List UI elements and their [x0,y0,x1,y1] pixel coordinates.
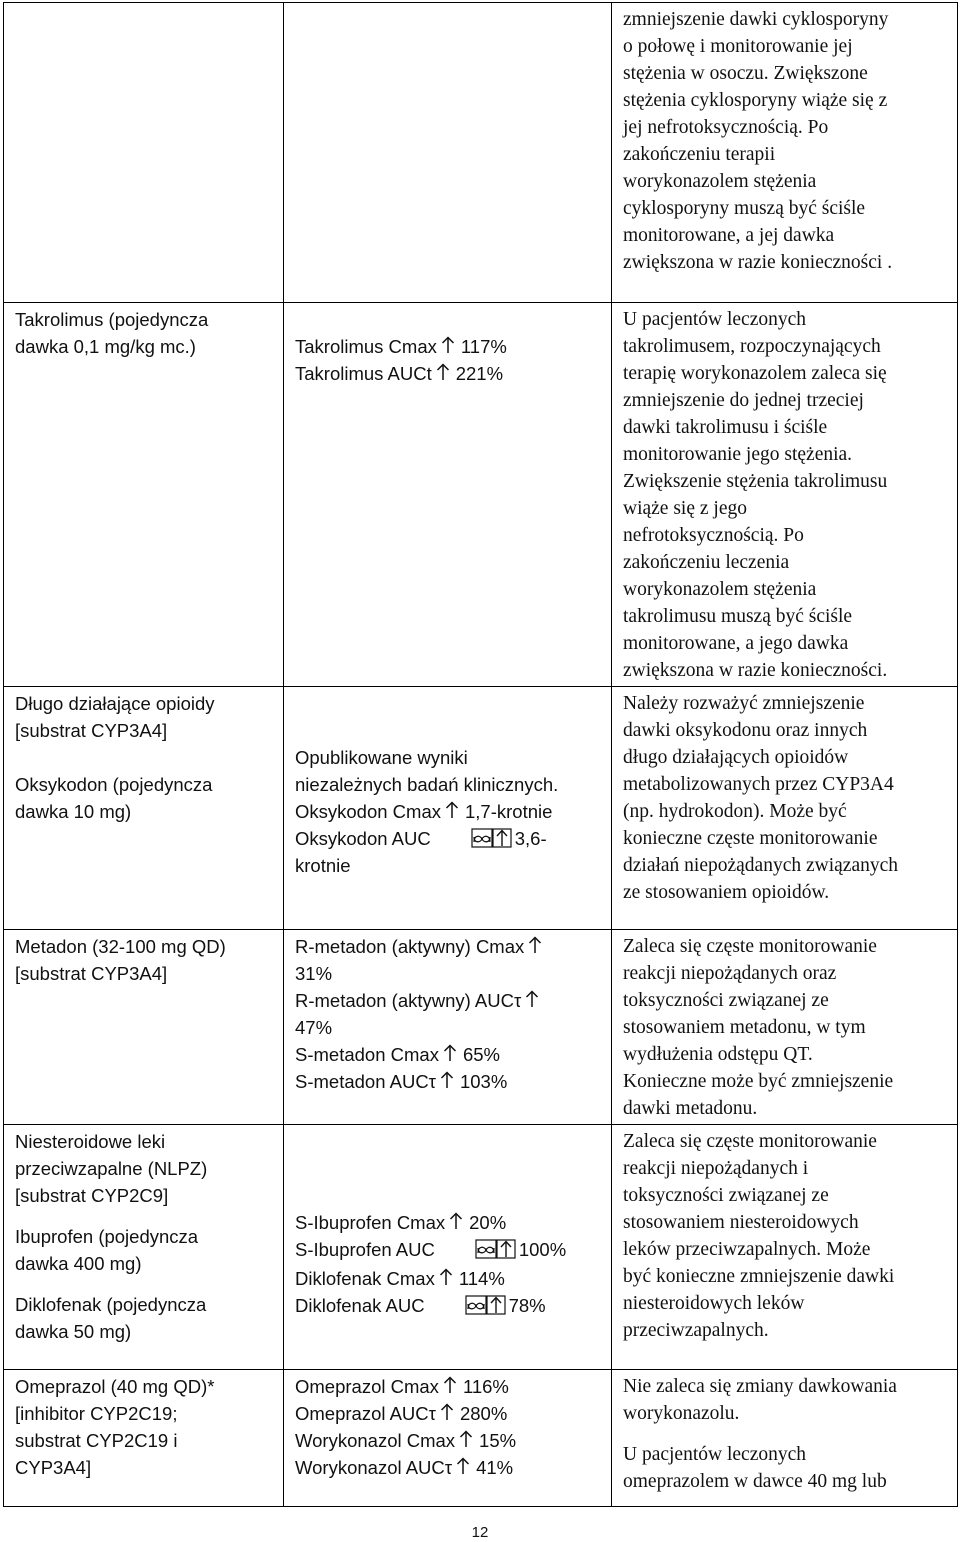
drug-cell [4,687,284,930]
text-line: Długo działające opioidy [15,693,215,714]
effect-line [295,1265,601,1292]
text-line: Omeprazol (40 mg QD)* [15,1376,215,1397]
text-line: metabolizowanych przez CYP3A4 [623,774,894,795]
effect-value: 20% [469,1212,507,1233]
recommendation-cell [612,930,958,1125]
recommendation-cell [612,3,958,303]
up-arrow-icon [445,801,459,819]
text-line: dawki metadonu. [623,1098,758,1119]
effect-line [295,1041,601,1068]
text-line: zakończeniu leczenia [623,552,790,573]
effect-line [295,987,601,1014]
text-line: takrolimusem, rozpoczynających [623,336,881,357]
table-row [4,1125,958,1370]
recommendation-cell [612,1125,958,1370]
effect-value: 65% [462,1044,500,1065]
text-line: Konieczne może być zmniejszenie [623,1071,894,1092]
effect-label: Takrolimus Cmax [295,336,437,357]
drug-cell [4,930,284,1125]
page-number: 12 [471,1524,489,1541]
text-line: monitorowane, a jej dawka [623,225,835,246]
text-line: U pacjentów leczonych [623,309,807,330]
text-line: worykonazolem stężenia [623,171,817,192]
text-line: leków przeciwzapalnych. Może [623,1239,871,1260]
up-arrow-icon [456,1457,470,1475]
effect-label: Diklofenak AUC [295,1295,425,1316]
text-line: CYP3A4] [15,1457,92,1478]
text-line: Takrolimus (pojedyncza [15,309,209,330]
text-line: niesteroidowych leków [623,1293,805,1314]
up-arrow-icon [440,1403,454,1421]
effect-label: R-metadon (aktywny) AUCτ [295,990,522,1011]
effect-line [295,825,601,852]
effect-cell [284,303,612,687]
infinity-up-glyph-icon [471,826,513,848]
up-arrow-icon [449,1212,463,1230]
infinity-up-glyph-icon [475,1237,517,1259]
text-line: reakcji niepożądanych i [623,1158,809,1179]
text-line: reakcji niepożądanych oraz [623,963,837,984]
text-line: konieczne częste monitorowanie [623,828,878,849]
text-line: toksyczności związanej ze [623,1185,829,1206]
text-line: stosowaniem niesteroidowych [623,1212,859,1233]
text-line: dawka 50 mg) [15,1321,132,1342]
effect-label: Takrolimus AUCt [295,363,432,384]
effect-label: Diklofenak Cmax [295,1268,435,1289]
text-line: monitorowanie jego stężenia. [623,444,853,465]
effect-value: 116% [462,1376,509,1397]
up-arrow-icon [440,1071,454,1089]
text-line: działań niepożądanych związanych [623,855,899,876]
text-line: dawki oksykodonu oraz innych [623,720,868,741]
table-row [4,303,958,687]
table-row [4,1370,958,1507]
text-line: zmniejszenie dawki cyklosporyny [623,9,889,30]
text-line: dawka 0,1 mg/kg mc.) [15,336,196,357]
text-line: omeprazolem w dawce 40 mg lub [623,1471,887,1492]
text-line: [substrat CYP2C9] [15,1185,169,1206]
text-line: zwiększona w razie konieczności. [623,660,888,681]
text-line: wydłużenia odstępu QT. [623,1044,813,1065]
text-line: Ibuprofen (pojedyncza [15,1226,199,1247]
recommendation-cell [612,1370,958,1507]
text-line: toksyczności związanej ze [623,990,829,1011]
effect-cell [284,3,612,303]
text-line: zmniejszenie do jednej trzeciej [623,390,864,411]
effect-cell [284,687,612,930]
table-row [4,930,958,1125]
text-line: Niesteroidowe leki [15,1131,166,1152]
interaction-table [3,2,958,1507]
text-line: ze stosowaniem opioidów. [623,882,830,903]
effect-value: 221% [455,363,504,384]
effect-line [295,1427,601,1454]
text-line: stosowaniem metadonu, w tym [623,1017,866,1038]
effect-label: R-metadon (aktywny) Cmax [295,936,525,957]
text-line: takrolimusu muszą być ściśle [623,606,853,627]
up-arrow-icon [443,1376,457,1394]
drug-cell [4,303,284,687]
effect-line [295,333,601,360]
text-line: [inhibitor CYP2C19; [15,1403,178,1424]
text-line: cyklosporyny muszą być ściśle [623,198,866,219]
effect-line [295,1236,601,1263]
text-line: U pacjentów leczonych [623,1444,807,1465]
effect-line [295,960,601,987]
text-line: długo działających opioidów [623,747,849,768]
effect-label: krotnie [295,855,351,876]
text-line: dawka 400 mg) [15,1253,142,1274]
text-line: monitorowane, a jego dawka [623,633,849,654]
effect-line [295,1014,601,1041]
text-line: Zaleca się częste monitorowanie [623,936,877,957]
effect-cell [284,930,612,1125]
text-line: Opublikowane wyniki [295,747,468,768]
text-line: stężenia w osoczu. Zwiększone [623,63,868,84]
effect-value: 100% [518,1239,567,1260]
text-line: Nie zaleca się zmiany dawkowania [623,1376,897,1397]
text-line: Należy rozważyć zmniejszenie [623,693,865,714]
effect-value: 3,6- [514,828,547,849]
effect-label: S-metadon Cmax [295,1044,439,1065]
effect-value: 114% [458,1268,505,1289]
text-line: [substrat CYP3A4] [15,720,168,741]
up-arrow-icon [439,1268,453,1286]
text-line: terapię worykonazolem zaleca się [623,363,887,384]
up-arrow-icon [436,363,450,381]
effect-label: S-metadon AUCτ [295,1071,436,1092]
drug-cell [4,1125,284,1370]
effect-value: 1,7-krotnie [465,801,553,822]
effect-line [295,1068,601,1095]
recommendation-cell [612,687,958,930]
effect-value: 280% [459,1403,508,1424]
text-line: nefrotoksycznością. Po [623,525,804,546]
effect-line [295,360,601,387]
up-arrow-icon [528,936,542,954]
effect-cell [284,1370,612,1507]
effect-line [295,852,601,879]
recommendation-cell [612,303,958,687]
text-line: substrat CYP2C19 i [15,1430,178,1451]
drug-cell [4,1370,284,1507]
effect-line [295,1454,601,1481]
text-line: worykonazolu. [623,1403,740,1424]
effect-line [295,1400,601,1427]
effect-label: Oksykodon Cmax [295,801,441,822]
text-line: przeciwzapalnych. [623,1320,769,1341]
text-line: być konieczne zmniejszenie dawki [623,1266,895,1287]
text-line: Zaleca się częste monitorowanie [623,1131,877,1152]
text-line: niezależnych badań klinicznych. [295,774,559,795]
effect-line [295,1209,601,1236]
table-row [4,3,958,303]
effect-line [295,1292,601,1319]
effect-line [295,933,601,960]
effect-value: 41% [476,1457,514,1478]
effect-value: 117% [460,336,507,357]
effect-line [295,1373,601,1400]
text-line: worykonazolem stężenia [623,579,817,600]
effect-label: 31% [295,963,333,984]
effect-label: S-Ibuprofen AUC [295,1239,435,1260]
effect-cell [284,1125,612,1370]
text-line: dawki takrolimusu i ściśle [623,417,828,438]
text-line: Zwiększenie stężenia takrolimusu [623,471,888,492]
effect-label: Worykonazol Cmax [295,1430,456,1451]
up-arrow-icon [459,1430,473,1448]
up-arrow-icon [525,990,539,1008]
effect-label: Worykonazol AUCτ [295,1457,453,1478]
text-line: zakończeniu terapii [623,144,776,165]
effect-label: Omeprazol AUCτ [295,1403,436,1424]
drug-cell [4,3,284,303]
text-line: Diklofenak (pojedyncza [15,1294,207,1315]
text-line: o połowę i monitorowanie jej [623,36,853,57]
text-line: Metadon (32-100 mg QD) [15,936,226,957]
text-line: zwiększona w razie konieczności . [623,252,893,273]
up-arrow-icon [441,336,455,354]
text-line: jej nefrotoksycznością. Po [623,117,829,138]
effect-value: 78% [508,1295,546,1316]
text-line: (np. hydrokodon). Może być [623,801,847,822]
text-line: [substrat CYP3A4] [15,963,168,984]
effect-label: Omeprazol Cmax [295,1376,439,1397]
effect-label: 47% [295,1017,333,1038]
effect-line [295,798,601,825]
effect-value: 15% [479,1430,517,1451]
text-line: Oksykodon (pojedyncza [15,774,213,795]
text-line: wiąże się z jego [623,498,747,519]
text-line: stężenia cyklosporyny wiąże się z [623,90,888,111]
infinity-up-glyph-icon [465,1293,507,1315]
table-row [4,687,958,930]
text-line: przeciwzapalne (NLPZ) [15,1158,208,1179]
text-line: dawka 10 mg) [15,801,132,822]
effect-label: S-Ibuprofen Cmax [295,1212,446,1233]
up-arrow-icon [443,1044,457,1062]
effect-value: 103% [459,1071,508,1092]
effect-label: Oksykodon AUC [295,828,431,849]
